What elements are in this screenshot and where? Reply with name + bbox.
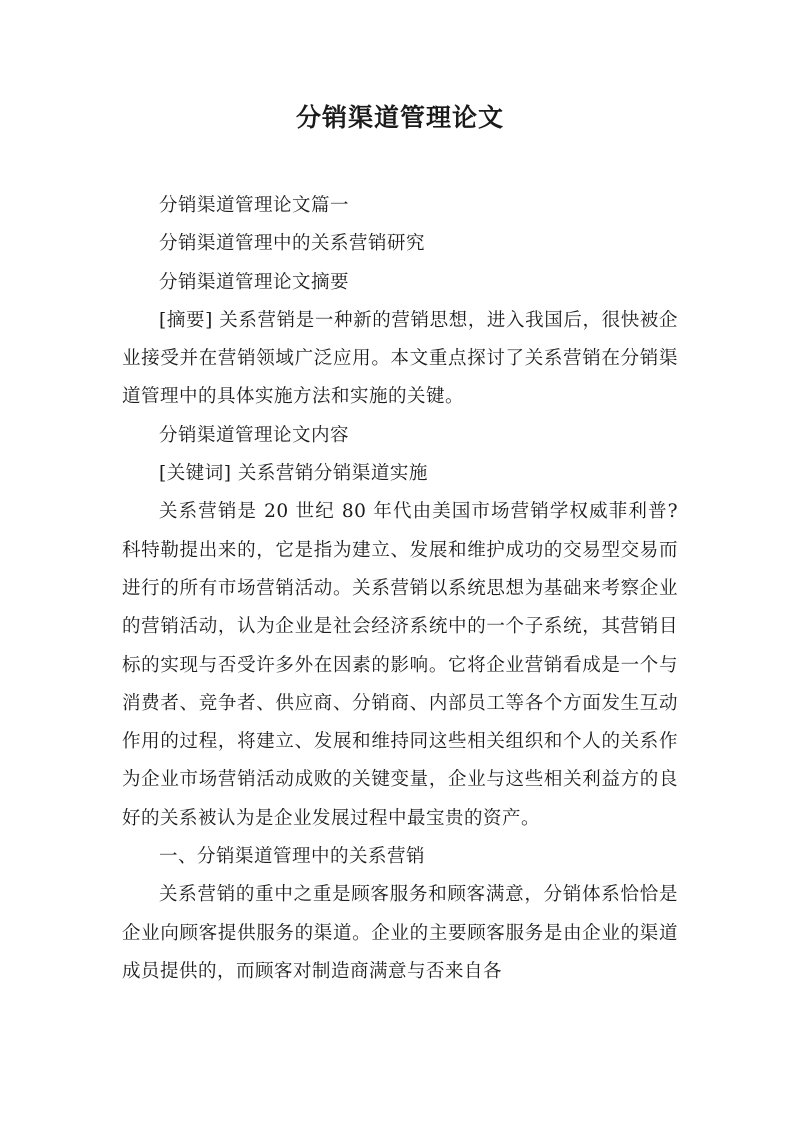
document-title: 分销渠道管理论文 (295, 103, 504, 132)
document-body (122, 187, 678, 991)
keywords-line: [关键词] 关系营销分销渠道实施 (159, 463, 428, 485)
abstract-paragraph: [摘要] 关系营销是一种新的营销思想，进入我国后，很快被企业接受并在营销领域广泛应用。本文重点探讨了关系营销在分销渠道管理中的具体实施方法和实施的关键。 (122, 309, 678, 408)
paper-title: 分销渠道管理中的关系营销研究 (159, 233, 426, 255)
abstract-heading: 分销渠道管理论文摘要 (159, 271, 350, 293)
section-heading: 分销渠道管理论文篇一 (159, 195, 350, 216)
content-heading: 分销渠道管理论文内容 (159, 424, 350, 446)
subsection-heading: 一、分销渠道管理中的关系营销 (159, 846, 426, 868)
body-paragraph: 关系营销的重中之重是顾客服务和顾客满意，分销体系恰恰是企业向顾客提供服务的渠道。企业的主要顾客服务是由企业的渠道成员提供的，而顾客对制造商满意与否来自各 (122, 884, 678, 982)
body-paragraph: 关系营销是 20 世纪 80 年代由美国市场营销学权威菲利普?科特勒提出来的，它是指为建立、发展和维护成功的交易型交易而进行的所有市场营销活动。关系营销以系统思想为基础来考察企业的营销活动，认为企业是社会经济系统中的一个子系统，其营销目标的实现与否受许多外在因素的影响。它将企业营销看成是一个与消费者、竞争者、供应商、分销商、内部员工等各个方面发生互动作用的过程，将建立、发展和维持同这些相关组织和个人的关系作为企业市场营销活动成败的关键变量，企业与这些相关利益方的良好的关系被认为是企业发展过程中最宝贵的资产。 (122, 501, 678, 829)
